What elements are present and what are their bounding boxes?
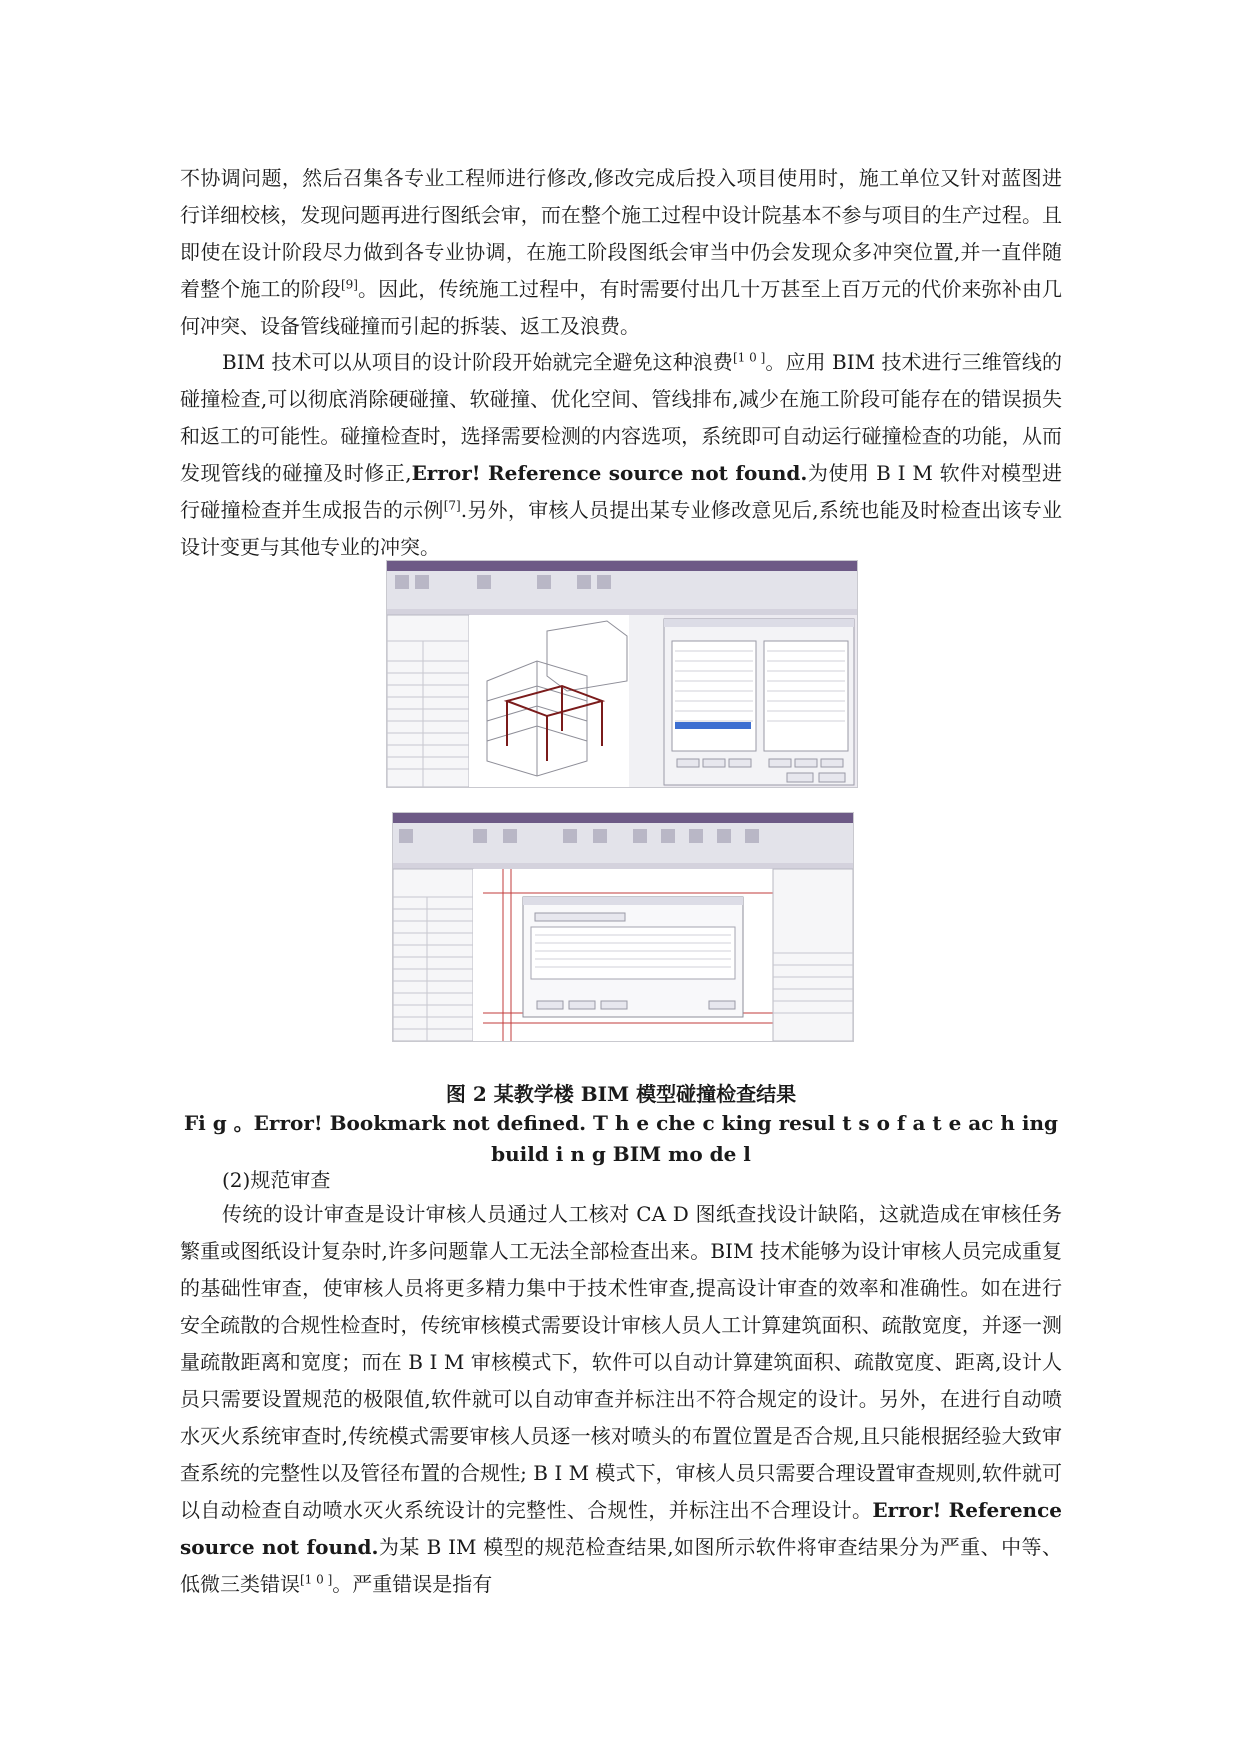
error-reference: Error! Reference source not found.: [180, 1498, 1062, 1559]
citation: [7]: [443, 498, 461, 513]
revit-report-image: [393, 813, 853, 1041]
section-heading: (2)规范审查: [222, 1168, 331, 1192]
figure-screenshot-clash-settings: [386, 560, 858, 788]
paragraph-2: BIM 技术可以从项目的设计阶段开始就完全避免这种浪费[1 0 ]。应用 BIM 技术进行三维管线的碰撞检查,可以彻底消除硬碰撞、软碰撞、优化空间、管线排布,减少在施工阶段可能存在的错误损失和返工的可能性。碰撞检查时，选择需要检测的内容选项，系统即可自动运行碰撞检查的功能，从而发现管线的碰撞及时修正,Error! Reference source not found.为使用 B I M 软件对模型进行碰撞检查并生成报告的示例[7].另外，审核人员提出某专业修改意见后,系统也能及时检查出该专业设计变更与其他专业的冲突。: [180, 350, 1063, 559]
revit-screenshot-image: [387, 561, 857, 787]
paragraph-1: 不协调问题，然后召集各专业工程师进行修改,修改完成后投入项目使用时，施工单位又针对蓝图进行详细校核，发现问题再进行图纸会审，而在整个施工过程中设计院基本不参与项目的生产过程。且即使在设计阶段尽力做到各专业协调，在施工阶段图纸会审当中仍会发现众多冲突位置,并一直伴随着整个施工的阶段[9]。因此，传统施工过程中，有时需要付出几十万甚至上百万元的代价来弥补由几何冲突、设备管线碰撞而引起的拆装、返工及浪费。: [180, 166, 1063, 338]
figure-caption-chinese: 图 2 某教学楼 BIM 模型碰撞检查结果: [445, 1082, 797, 1106]
figure-screenshot-clash-report: [392, 812, 854, 1042]
citation: [1 0 ]: [300, 1572, 333, 1587]
figure-caption-english: Fi g 。Error! Bookmark not defined. T h e che c king resul t s o f a t e ac h ing build i n g BIM mo de l: [183, 1111, 1059, 1166]
paragraph-3: 传统的设计审查是设计审核人员通过人工核对 CA D 图纸查找设计缺陷，这就造成在审核任务繁重或图纸设计复杂时,许多问题靠人工无法全部检查出来。BIM 技术能够为设计审核人员完成重复的基础性审查，使审核人员将更多精力集中于技术性审查,提高设计审查的效率和准确性。如在进行安全疏散的合规性检查时，传统审核模式需要设计审核人员人工计算建筑面积、疏散宽度，并逐一测量疏散距离和宽度；而在 B I M 审核模式下，软件可以自动计算建筑面积、疏散宽度、距离,设计人员只需要设置规范的极限值,软件就可以自动审查并标注出不符合规定的设计。另外，在进行自动喷水灭火系统审查时,传统模式需要审核人员逐一核对喷头的布置位置是否合规,且只能根据经验大致审查系统的完整性以及管径布置的合规性; B I M 模式下，审核人员只需要合理设置审查规则,软件就可以自动检查自动喷水灭火系统设计的完整性、合规性，并标注出不合理设计。Error! Reference source not found.为某 B IM 模型的规范检查结果,如图所示软件将审查结果分为严重、中等、低微三类错误[1 0 ]。严重错误是指有: [180, 1202, 1062, 1596]
error-reference: Error! Reference source not found.: [411, 461, 808, 485]
citation: [1 0 ]: [732, 350, 766, 365]
citation: [9]: [340, 277, 358, 292]
